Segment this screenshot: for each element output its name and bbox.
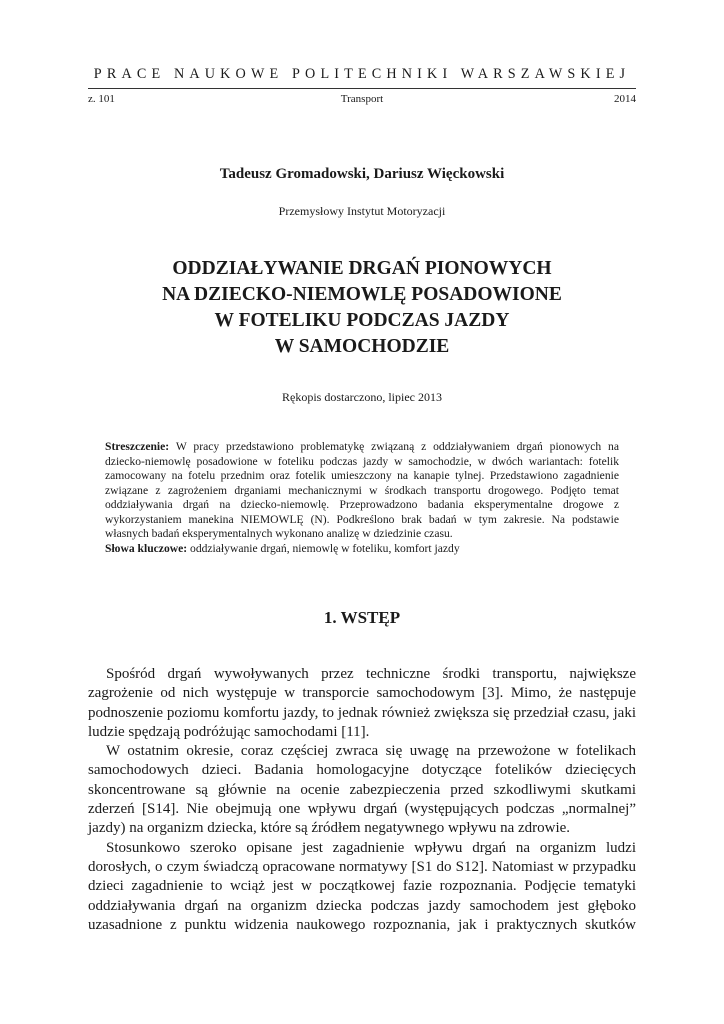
keywords-label: Słowa kluczowe:	[105, 541, 188, 555]
abstract-text: W pracy przedstawiono problematykę związaną z oddziaływaniem drgań pionowych na dziecko-niemowlę posadowione w foteliku podczas jazdy w samochodzie, w dwóch wariantach: fotelik zamocowany na fotelu przednim oraz fotelik umieszczony na kanapie tylnej. Przedstawiono zagadnienie związane z zagrożeniem drganiami mechanicznymi w środkach transportu drogowego. Podjęto temat oddziaływania drgań na dziecko-niemowlę. Przeprowadzono badania eksperymentalne drogowe z wykorzystaniem manekina NIEMOWLĘ (N). Podkreślono brak badań w tym zakresie. Na podstawie własnych badań eksperymentalnych wykonano analizę w dziedzinie czasu.	[105, 440, 619, 540]
section-heading: 1. WSTĘP	[323, 608, 401, 627]
paper-title	[88, 256, 636, 360]
section-body	[88, 665, 636, 935]
title-line: W SAMOCHODZIE	[274, 336, 450, 357]
received-date: Rękopis dostarczono, lipiec 2013	[282, 390, 442, 404]
keywords-text: oddziaływanie drgań, niemowlę w foteliku, komfort jazdy	[187, 541, 460, 555]
abstract	[105, 440, 619, 556]
title-line: NA DZIECKO-NIEMOWLĘ POSADOWIONE	[162, 284, 562, 305]
title-line: W FOTELIKU PODCZAS JAZDY	[214, 310, 510, 331]
header-rule	[88, 88, 636, 89]
body-paragraph: Spośród drgań wywoływanych przez techniczne środki transportu, największe zagrożenie od nich występuje w transporcie samochodowym [3]. Mimo, że następuje podnoszenie poziomu komfortu jazdy, to jednak również zwiększa się przedział czasu, jaki ludzie spędzają podróżując samochodami [11].	[88, 666, 636, 740]
title-line: ODDZIAŁYWANIE DRGAŃ PIONOWYCH	[172, 258, 552, 279]
body-paragraph: Stosunkowo szeroko opisane jest zagadnienie wpływu drgań na organizm ludzi dorosłych, o czym świadczą opracowane normatywy [S1 do S12]. Natomiast w przypadku dzieci zagadnienie to wciąż jest w początkowej fazie rozpoznania. Podjęcie tematyki oddziaływania drgań na organizm dziecka podczas jazdy samochodem jest głęboko uzasadnione z punktu widzenia naukowego rozpoznania, jak i praktycznych skutków	[88, 839, 636, 933]
affiliation: Przemysłowy Instytut Motoryzacji	[278, 204, 446, 218]
abstract-label: Streszczenie:	[105, 440, 170, 453]
journal-title: PRACE NAUKOWE POLITECHNIKI WARSZAWSKIEJ	[93, 66, 631, 82]
volume-number: z. 101	[88, 93, 115, 105]
publication-year: 2014	[614, 93, 636, 105]
body-paragraph: W ostatnim okresie, coraz częściej zwraca się uwagę na przewożone w fotelikach samochodowych dzieci. Badania homologacyjne dotyczące fotelików dziecięcych skoncentrowane są głównie na ocenie zabezpieczenia przed szkodliwymi skutkami zderzeń [S14]. Nie obejmują one wpływu drgań (występujących podczas „normalnej” jazdy) na organizm dziecka, które są źródłem negatywnego wpływu na zdrowie.	[88, 743, 636, 837]
series-name: Transport	[340, 93, 384, 105]
keywords-paragraph	[105, 542, 619, 557]
abstract-paragraph	[105, 440, 619, 542]
authors: Tadeusz Gromadowski, Dariusz Więckowski	[219, 166, 505, 182]
